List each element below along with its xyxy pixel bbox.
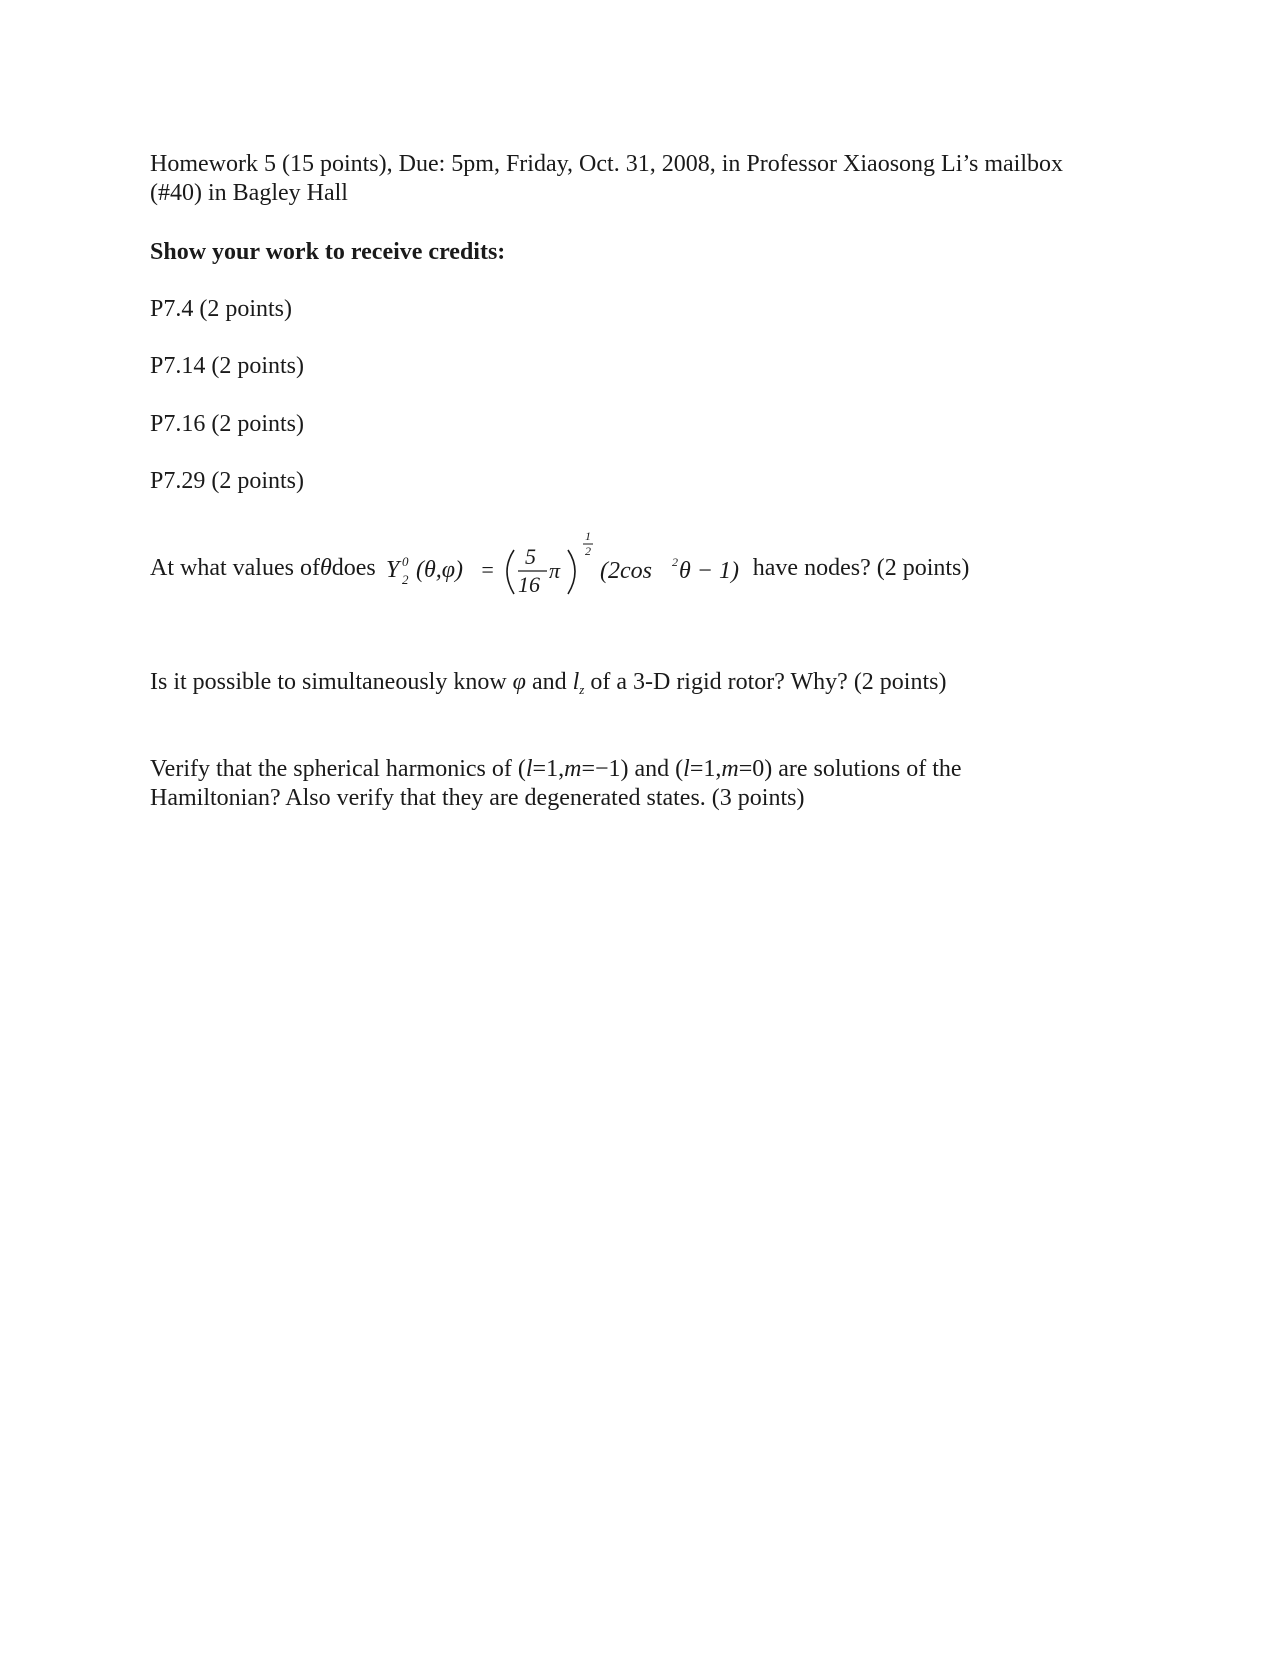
eq-equals: = [479, 557, 495, 582]
l-symbol: l [572, 669, 580, 695]
question-commute-suffix: of a 3-D rigid rotor? Why? (2 points) [584, 669, 947, 695]
problem-item: P7.14 (2 points) [150, 353, 305, 379]
question-nodes-does: does [331, 555, 376, 581]
verify-m1-rest: =−1) and ( [581, 756, 684, 782]
verify-m2-rest: =0) are solutions of the [738, 756, 962, 782]
eq-denominator: 16 [517, 572, 540, 597]
verify-l2-rest: =1, [689, 756, 722, 782]
eq-exp-denominator: 2 [584, 544, 591, 558]
title-line-2: (#40) in Bagley Hall [150, 180, 348, 206]
instruction-heading: Show your work to receive credits: [150, 239, 506, 265]
eq-numerator: 5 [524, 544, 536, 569]
homework-title [150, 150, 1063, 208]
theta-symbol: θ [319, 555, 332, 581]
verify-m2: m [721, 756, 739, 782]
eq-pi: π [548, 558, 560, 583]
left-paren [507, 550, 514, 594]
eq-tail-square: 2 [671, 555, 678, 569]
phi-symbol: φ [512, 669, 526, 695]
problem-item: P7.4 (2 points) [150, 296, 293, 322]
verify-l1-rest: =1, [532, 756, 565, 782]
question-commute [150, 668, 946, 704]
eq-y: Y [385, 557, 400, 583]
eq-subscript: 2 [401, 572, 409, 587]
question-nodes [150, 528, 969, 608]
right-paren [568, 550, 575, 594]
l-subscript: z [579, 682, 585, 697]
verify-text-a: Verify that the spherical harmonics of ( [150, 756, 526, 782]
question-verify [150, 755, 962, 813]
eq-args: (θ,φ) [415, 557, 463, 583]
verify-l1: l [525, 756, 533, 782]
eq-tail-open: (2cos [599, 558, 652, 584]
verify-line-2: Hamiltonian? Also verify that they are degenerated states. (3 points) [150, 785, 805, 811]
problem-item: P7.29 (2 points) [150, 468, 305, 494]
verify-m1: m [564, 756, 582, 782]
question-nodes-suffix: have nodes? (2 points) [752, 555, 970, 581]
eq-tail-close: θ − 1) [678, 558, 739, 584]
eq-exp-numerator: 1 [584, 529, 591, 543]
question-nodes-prefix: At what values of [150, 555, 320, 581]
eq-superscript: 0 [401, 554, 409, 569]
question-commute-middle: and [525, 669, 573, 695]
question-commute-prefix: Is it possible to simultaneously know [150, 669, 513, 695]
problem-item: P7.16 (2 points) [150, 411, 305, 437]
spherical-harmonic-equation [382, 528, 745, 608]
verify-line-1 [150, 755, 962, 784]
equation-graphic [382, 528, 745, 608]
verify-l2: l [683, 756, 690, 782]
title-line-1: Homework 5 (15 points), Due: 5pm, Friday, Oct. 31, 2008, in Professor Xiaosong Li’s mailbox [150, 151, 1064, 177]
